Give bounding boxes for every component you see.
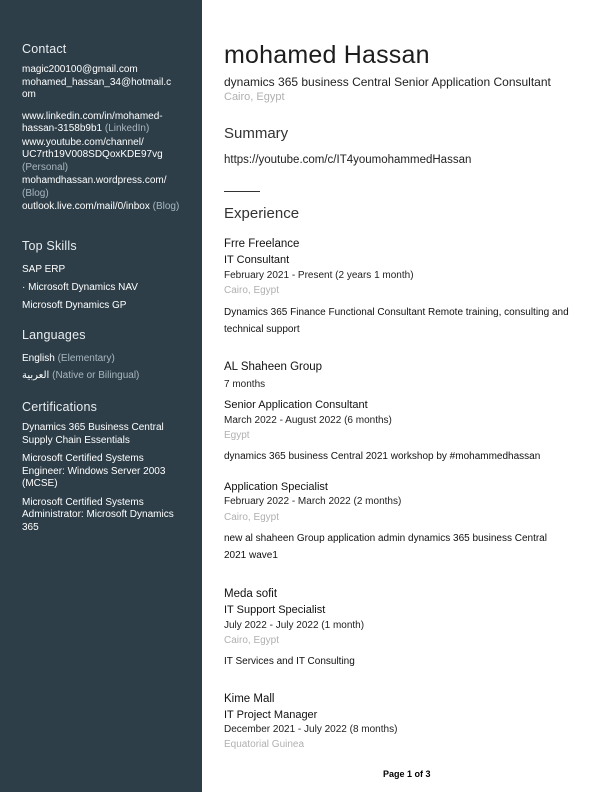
youtube-link[interactable]: www.youtube.com/channel/ UC7rth19V008SDQoxKDE97vg (Personal) (22, 136, 163, 173)
job-dates: July 2022 - July 2022 (1 month) (224, 620, 365, 631)
languages-heading: Languages (22, 328, 86, 342)
certifications-section (22, 400, 198, 540)
contact-section (22, 42, 198, 214)
skill-item: SAP ERP (22, 264, 66, 275)
job-description: new al shaheen Group application admin dynamics 365 business Central 2021 wave1 (224, 533, 547, 561)
profile-name: mohamed Hassan (224, 41, 430, 69)
job-description: dynamics 365 business Central 2021 workshop by #mohammedhassan (224, 451, 541, 462)
job-dates: February 2021 - Present (2 years 1 month) (224, 270, 414, 281)
skills-heading: Top Skills (22, 239, 77, 253)
section-divider (224, 191, 260, 192)
job-title: Senior Application Consultant (224, 399, 368, 411)
summary-text: https://youtube.com/c/IT4youmohammedHassan (224, 154, 472, 166)
job-description: IT Services and IT Consulting (224, 656, 355, 667)
company-name: Meda sofit (224, 588, 278, 600)
job-description: Dynamics 365 Finance Functional Consultant Remote training, consulting and technical support (224, 307, 569, 335)
experience-heading: Experience (224, 205, 300, 222)
certification-item: Microsoft Certified Systems Administrator: Microsoft Dynamics 365 (22, 496, 174, 533)
job-location: Cairo, Egypt (224, 512, 280, 523)
skills-section (22, 239, 198, 315)
skill-item: Microsoft Dynamics GP (22, 300, 127, 311)
profile-location: Cairo, Egypt (224, 91, 285, 103)
company-name: Frre Freelance (224, 238, 300, 250)
job-title: IT Project Manager (224, 709, 318, 721)
job-location: Cairo, Egypt (224, 635, 280, 646)
contact-heading: Contact (22, 42, 67, 56)
email-link[interactable]: magic200100@gmail.com (22, 64, 138, 75)
job-title: IT Consultant (224, 254, 290, 266)
skill-item: · Microsoft Dynamics NAV (22, 282, 138, 293)
linkedin-link[interactable]: www.linkedin.com/in/mohamed- hassan-3158b9b1 (LinkedIn) (22, 110, 163, 134)
languages-section (22, 328, 198, 384)
certification-item: Dynamics 365 Business Central Supply Chain Essentials (22, 422, 164, 446)
language-item: English (Elementary) (22, 353, 115, 364)
job-title: Application Specialist (224, 481, 328, 493)
email-link[interactable]: mohamed_hassan_34@hotmail.c om (22, 76, 172, 100)
language-item: العربية (Native or Bilingual) (22, 370, 140, 381)
page-number: Page 1 of 3 (383, 769, 431, 779)
job-location: Equatorial Guinea (224, 739, 305, 750)
certifications-heading: Certifications (22, 400, 98, 414)
job-title: IT Support Specialist (224, 604, 326, 616)
company-name: Kime Mall (224, 693, 275, 705)
company-name: AL Shaheen Group (224, 361, 323, 373)
blog-link[interactable]: mohamdhassan.wordpress.com/ (Blog) (22, 175, 167, 199)
blog-link[interactable]: outlook.live.com/mail/0/inbox (Blog) (22, 201, 180, 212)
job-location: Cairo, Egypt (224, 285, 280, 296)
job-dates: December 2021 - July 2022 (8 months) (224, 724, 398, 735)
job-dates: February 2022 - March 2022 (2 months) (224, 496, 402, 507)
job-dates: March 2022 - August 2022 (6 months) (224, 415, 392, 426)
sidebar (0, 0, 202, 792)
profile-headline: dynamics 365 business Central Senior Application Consultant (224, 75, 551, 89)
certification-item: Microsoft Certified Systems Engineer: Windows Server 2003 (MCSE) (22, 453, 166, 489)
job-location: Egypt (224, 430, 250, 441)
company-duration: 7 months (224, 379, 266, 390)
summary-heading: Summary (224, 125, 289, 142)
